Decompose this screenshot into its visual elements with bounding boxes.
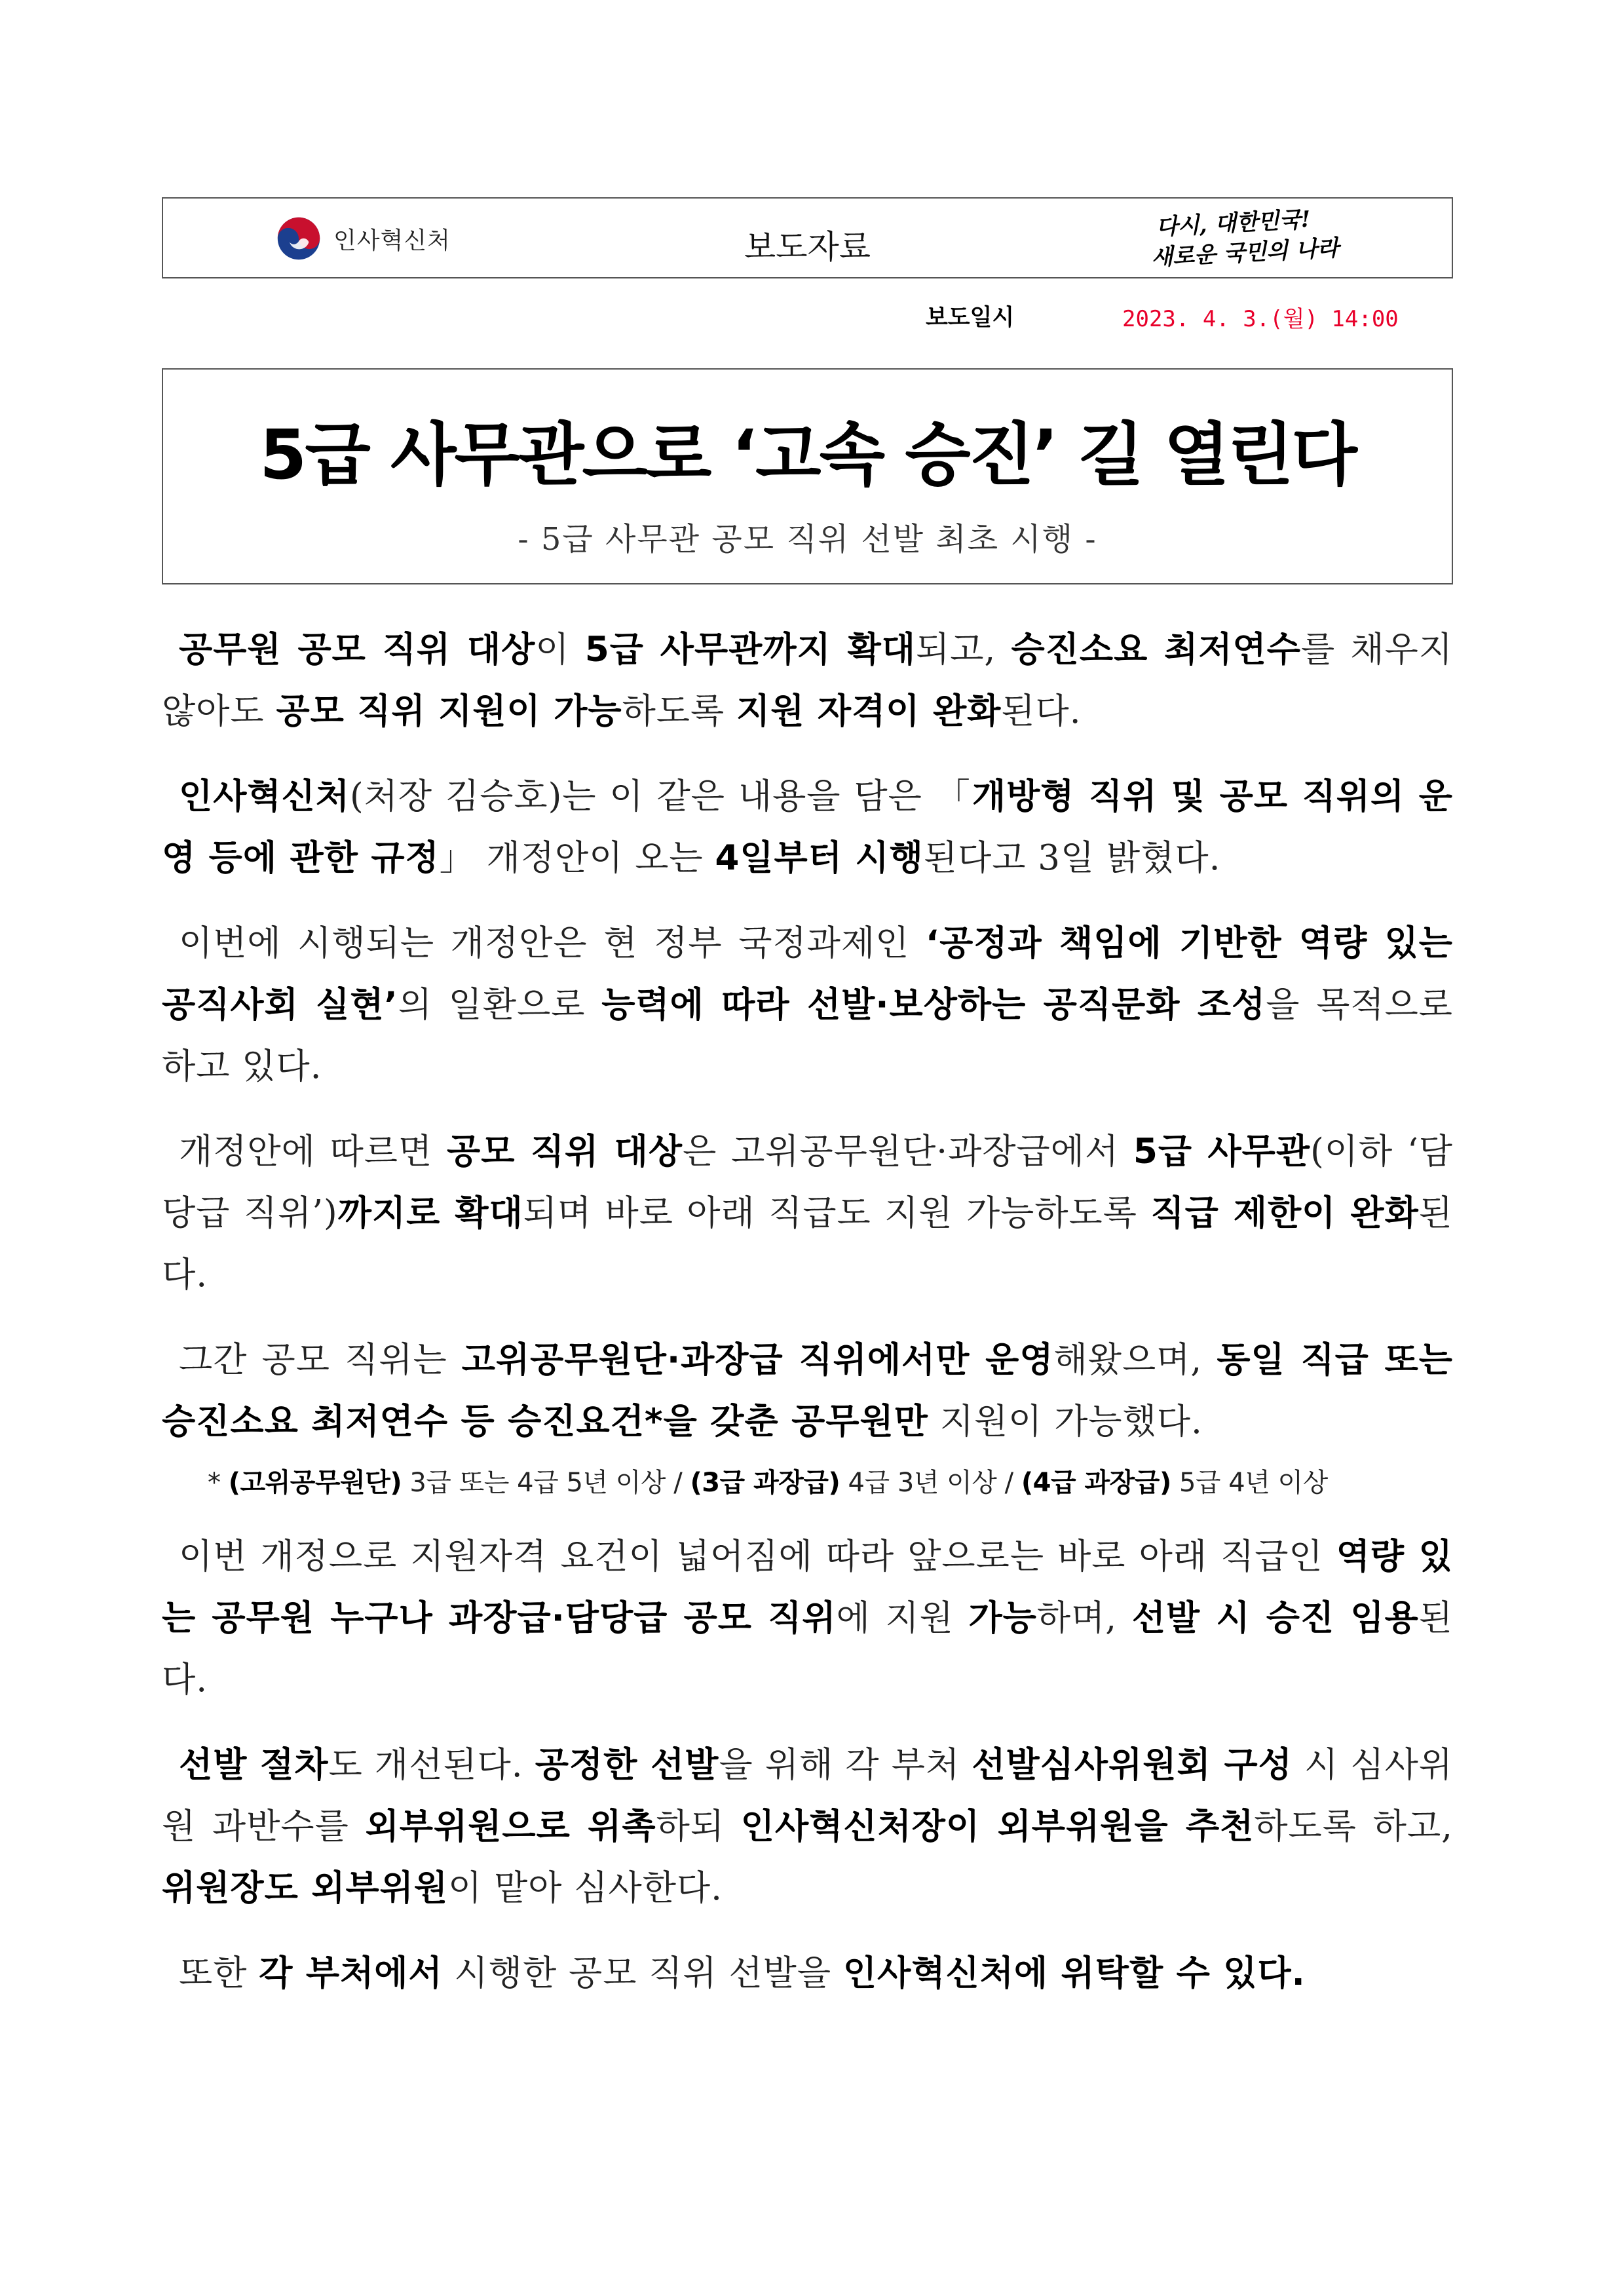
org-name: 인사혁신처 (333, 227, 451, 254)
release-date: 2023. 4. 3.(월) 14:00 (1122, 306, 1399, 332)
paragraph-5: 그간 공모 직위는 고위공무원단·과장급 직위에서만 운영해왔으며, 동일 직급 또는 승진소요 최저연수 등 승진요건*을 갖춘 공무원만 지원이 가능했다. (162, 1340, 1453, 1442)
paragraph-1: 공무원 공모 직위 대상이 5급 사무관까지 확대되고, 승진소요 최저연수를 채우지 않아도 공모 직위 지원이 가능하도록 지원 자격이 완화된다. (162, 630, 1453, 731)
footnote: * (고위공무원단) 3급 또는 4급 5년 이상 / (3급 과장급) 4급 3년 이상 / (4급 과장급) 5급 4년 이상 (208, 1468, 1328, 1498)
release-label: 보도일시 (926, 305, 1015, 331)
headline: 5급 사무관으로 ‘고속 승진’ 길 열린다 (259, 415, 1355, 495)
article-body (162, 619, 1453, 2028)
paragraph-2: 인사혁신처(처장 김승호)는 이 같은 내용을 담은 「개방형 직위 및 공모 직위의 운영 등에 관한 규정」 개정안이 오는 4일부터 시행된다고 3일 밝혔다. (162, 776, 1453, 878)
paragraph-8: 또한 각 부처에서 시행한 공모 직위 선발을 인사혁신처에 위탁할 수 있다. (179, 1953, 1306, 1993)
slogan-line-2: 새로운 국민의 나라 (1150, 235, 1340, 271)
paragraph-4: 개정안에 따르면 공모 직위 대상은 고위공무원단·과장급에서 5급 사무관(이하 ‘담당급 직위’)까지로 확대되며 바로 아래 직급도 지원 가능하도록 직급 제한이 완화된다. (162, 1132, 1454, 1295)
title-box (162, 368, 1453, 584)
header-box (162, 197, 1453, 278)
slogan (1150, 203, 1340, 273)
paragraph-6: 이번 개정으로 지원자격 요건이 넓어짐에 따라 앞으로는 바로 아래 직급인 역량 있는 공무원 누구나 과장급·담당급 공모 직위에 지원 가능하며, 선발 시 승진 임용된다. (162, 1537, 1454, 1700)
paragraph-3: 이번에 시행되는 개정안은 현 정부 국정과제인 ‘공정과 책임에 기반한 역량 있는 공직사회 실현’의 일환으로 능력에 따라 선발·보상하는 공직문화 조성을 목적으로 하고 있다. (162, 923, 1453, 1086)
doc-type-label: 보도자료 (744, 228, 871, 266)
paragraph-7: 선발 절차도 개선된다. 공정한 선발을 위해 각 부처 선발심사위원회 구성 시 심사위원 과반수를 외부위원으로 위촉하되 인사혁신처장이 외부위원을 추천하도록 하고, 위원장도 외부위원이 맡아 심사한다. (162, 1745, 1453, 1908)
slogan-line-1: 다시, 대한민국! (1155, 206, 1312, 241)
subheadline: - 5급 사무관 공모 직위 선발 최초 시행 - (518, 521, 1097, 558)
